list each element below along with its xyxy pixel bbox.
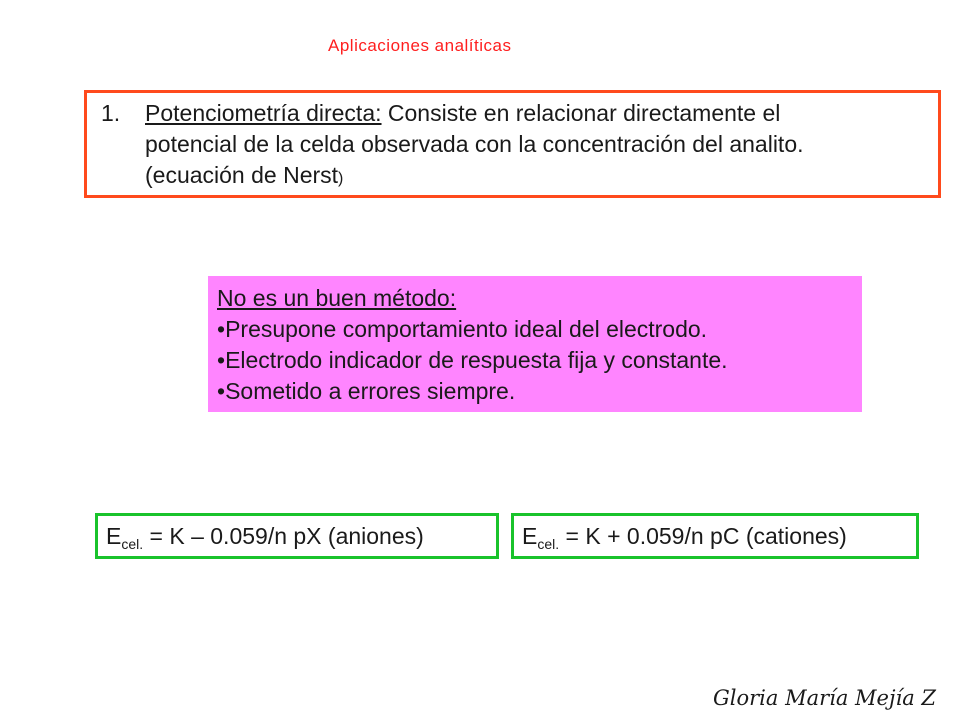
bullet: • [217,316,226,342]
author-signature: Gloria María Mejía Z [713,686,937,710]
limitation-item [217,376,862,407]
limitations-heading: No es un buen método: [217,285,457,311]
method-limitations-box [208,276,862,412]
cation-equation-expression: = K + 0.059/n pC (cationes) [559,523,847,549]
cell-subscript: cel. [537,536,560,552]
limitation-text: Presupone comportamiento ideal del electrodo. [225,316,708,342]
nernst-equation-reference: (ecuación de Nerst [145,162,339,188]
method-line-2: potencial de la celda observada con la concentración del analito. [145,131,804,157]
method-line-1 [101,98,804,129]
cation-equation-box [511,513,919,559]
bullet: • [217,347,226,373]
anion-equation-expression: = K – 0.059/n pX (aniones) [143,523,424,549]
direct-potentiometry-text [101,98,804,194]
method-line-3 [101,160,804,194]
limitation-item [217,345,862,376]
cell-subscript-dot: . [139,536,144,552]
method-definition-start: Consiste en relacionar directamente el [381,100,781,126]
limitation-text: Electrodo indicador de respuesta fija y constante. [225,347,728,373]
cell-subscript [121,536,143,552]
direct-potentiometry-box [84,90,941,198]
closing-parenthesis: ) [338,170,344,187]
bullet: • [217,378,226,404]
cell-potential-symbol: E [522,523,538,549]
method-heading: Potenciometría directa: [145,100,382,126]
cell-potential-symbol: E [106,523,122,549]
limitation-text: Sometido a errores siempre. [225,378,516,404]
limitation-item [217,314,862,345]
method-number: 1. [101,100,121,126]
anion-equation-box [95,513,499,559]
cell-subscript-text: cel [121,536,140,552]
slide-title: Aplicaciones analíticas [328,36,512,55]
